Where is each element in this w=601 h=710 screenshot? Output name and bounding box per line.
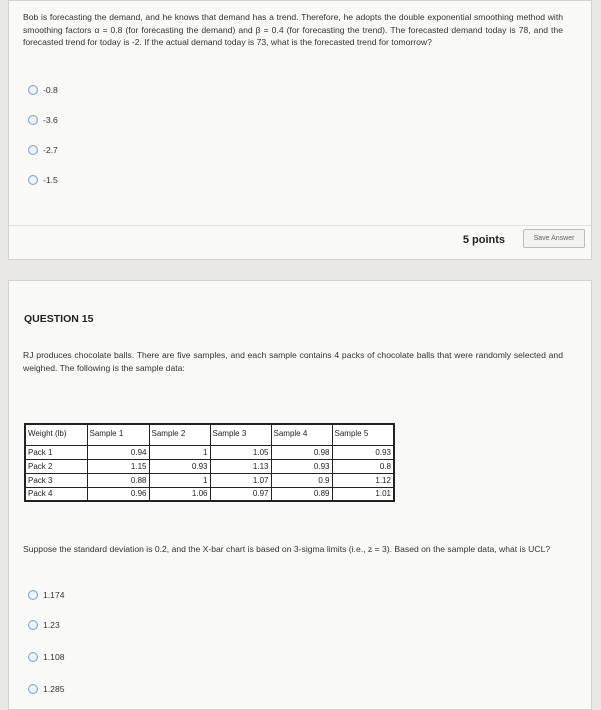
table-cell: 0.93 xyxy=(332,445,394,459)
option-label: -2.7 xyxy=(43,145,58,155)
table-cell: 1.07 xyxy=(210,473,271,487)
question-15-card xyxy=(8,280,592,710)
table-cell: 0.93 xyxy=(149,459,210,473)
points-label: 5 points xyxy=(462,234,505,246)
radio-button[interactable] xyxy=(28,115,38,125)
option-label: 1.23 xyxy=(43,620,60,630)
table-cell: 0.94 xyxy=(87,445,149,459)
option-b[interactable] xyxy=(28,115,58,125)
table-cell: Pack 3 xyxy=(25,473,87,487)
radio-button[interactable] xyxy=(28,620,38,630)
radio-button[interactable] xyxy=(28,145,38,155)
option-c[interactable] xyxy=(28,145,58,155)
table-header-cell: Sample 2 xyxy=(149,424,210,445)
table-cell: Pack 1 xyxy=(25,445,87,459)
option-c[interactable] xyxy=(28,652,65,662)
table-cell: 1.01 xyxy=(332,487,394,501)
option-d[interactable] xyxy=(28,684,65,694)
option-label: 1.285 xyxy=(43,684,65,694)
table-cell: 0.89 xyxy=(271,487,332,501)
table-cell: Pack 2 xyxy=(25,459,87,473)
table-cell: 0.93 xyxy=(271,459,332,473)
radio-button[interactable] xyxy=(28,175,38,185)
table-header-cell: Sample 4 xyxy=(271,424,332,445)
table-cell: 0.88 xyxy=(87,473,149,487)
table-cell: 0.98 xyxy=(271,445,332,459)
option-a[interactable] xyxy=(28,590,65,600)
table-header-cell: Weight (lb) xyxy=(25,424,87,445)
table-header-cell: Sample 1 xyxy=(87,424,149,445)
table-cell: 0.96 xyxy=(87,487,149,501)
table-cell: 1.06 xyxy=(149,487,210,501)
table-header-row xyxy=(25,424,394,445)
table-row xyxy=(25,459,394,473)
table-cell: 1.13 xyxy=(210,459,271,473)
question-15-intro: RJ produces chocolate balls. There are five samples, and each sample contains 4 packs of chocolate balls that were randomly selected and weighed. The following is the sample data: xyxy=(23,350,563,373)
table-header-cell: Sample 5 xyxy=(332,424,394,445)
option-label: 1.108 xyxy=(43,652,65,662)
table-cell: 1.05 xyxy=(210,445,271,459)
table-cell: 0.8 xyxy=(332,459,394,473)
table-cell: 1.15 xyxy=(87,459,149,473)
table-row xyxy=(25,487,394,501)
radio-button[interactable] xyxy=(28,85,38,95)
table-row xyxy=(25,445,394,459)
option-label: -0.8 xyxy=(43,85,58,95)
option-label: 1.174 xyxy=(43,590,65,600)
question-title: QUESTION 15 xyxy=(24,313,94,325)
save-answer-button[interactable]: Save Answer xyxy=(523,229,585,248)
table-cell: 1.12 xyxy=(332,473,394,487)
table-cell: Pack 4 xyxy=(25,487,87,501)
question-14-text: Bob is forecasting the demand, and he knows that demand has a trend. Therefore, he adopts the double exponential smoothing method with smoothing factors α = 0.8 (for forecasting the demand) and β = 0.4 (for forecasting the trend). The forecasted demand today is 78, and the forecasted trend for today is -2. If the actual demand today is 73, what is the forecasted trend for tomorrow? xyxy=(23,12,563,48)
radio-button[interactable] xyxy=(28,652,38,662)
option-b[interactable] xyxy=(28,620,60,630)
divider xyxy=(9,225,591,226)
table-cell: 1 xyxy=(149,445,210,459)
question-14-card xyxy=(8,0,592,260)
table-row xyxy=(25,473,394,487)
option-d[interactable] xyxy=(28,175,58,185)
table-header-cell: Sample 3 xyxy=(210,424,271,445)
radio-button[interactable] xyxy=(28,590,38,600)
table-cell: 1 xyxy=(149,473,210,487)
option-label: -1.5 xyxy=(43,175,58,185)
table-cell: 0.97 xyxy=(210,487,271,501)
sample-data-table xyxy=(24,423,395,502)
question-15-prompt: Suppose the standard deviation is 0.2, and the X-bar chart is based on 3-sigma limits (i.e., z = 3). Based on the sample data, what is UCL? xyxy=(23,544,551,554)
option-label: -3.6 xyxy=(43,115,58,125)
option-a[interactable] xyxy=(28,85,58,95)
table-cell: 0.9 xyxy=(271,473,332,487)
radio-button[interactable] xyxy=(28,684,38,694)
